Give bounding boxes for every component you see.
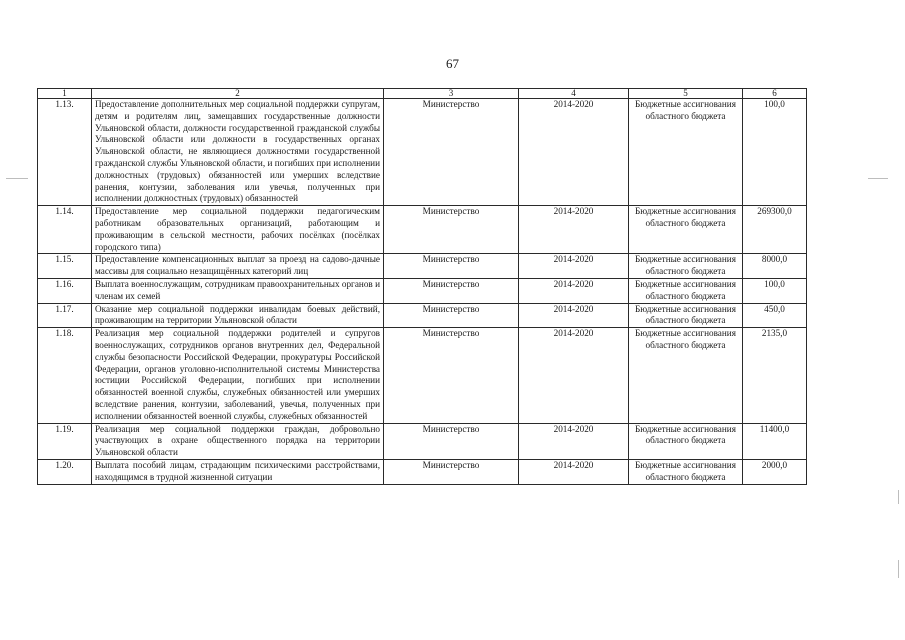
row-number: 1.17. [38, 303, 92, 328]
executor: Министерство [384, 99, 519, 206]
table-row [38, 423, 807, 459]
table-row [38, 303, 807, 328]
amount: 269300,0 [743, 206, 807, 254]
scan-mark-right-edge [898, 560, 899, 578]
years: 2014-2020 [519, 254, 629, 279]
amount: 2135,0 [743, 328, 807, 423]
column-number: 3 [384, 89, 519, 99]
row-number: 1.18. [38, 328, 92, 423]
amount: 2000,0 [743, 459, 807, 484]
table-row [38, 459, 807, 484]
measure-description: Выплата военнослужащим, сотрудникам правоохранительных органов и членам их семей [92, 278, 384, 303]
executor: Министерство [384, 254, 519, 279]
column-number: 4 [519, 89, 629, 99]
amount: 100,0 [743, 99, 807, 206]
amount: 11400,0 [743, 423, 807, 459]
funding-source: Бюджетные ассигнования областного бюджета [629, 254, 743, 279]
measure-description: Реализация мер социальной поддержки родителей и супругов военнослужащих, сотрудников органов внутренних дел, Федеральной службы безопасности Российской Федерации, прокуратуры Российской Федерации, органов уголовно-исполнительной системы Министерства юстиции Российской Федерации, погибших при исполнении обязанностей военной службы, служебных обязанностей или умерших вследствие ранения, контузии, заболеваний, увечья, полученных при исполнении обязанностей военной службы, служебных обязанностей [92, 328, 384, 423]
executor: Министерство [384, 303, 519, 328]
funding-source: Бюджетные ассигнования областного бюджета [629, 99, 743, 206]
years: 2014-2020 [519, 328, 629, 423]
table-row [38, 206, 807, 254]
executor: Министерство [384, 206, 519, 254]
table-row [38, 328, 807, 423]
amount: 450,0 [743, 303, 807, 328]
funding-source: Бюджетные ассигнования областного бюджета [629, 459, 743, 484]
row-number: 1.20. [38, 459, 92, 484]
measure-description: Реализация мер социальной поддержки граждан, добровольно участвующих в охране общественного порядка на территории Ульяновской области [92, 423, 384, 459]
table-row [38, 278, 807, 303]
funding-source: Бюджетные ассигнования областного бюджета [629, 278, 743, 303]
scan-mark-right [868, 178, 888, 179]
row-number: 1.19. [38, 423, 92, 459]
table-row [38, 254, 807, 279]
amount: 100,0 [743, 278, 807, 303]
executor: Министерство [384, 278, 519, 303]
column-number: 2 [92, 89, 384, 99]
program-table [37, 88, 807, 485]
row-number: 1.16. [38, 278, 92, 303]
amount: 8000,0 [743, 254, 807, 279]
executor: Министерство [384, 328, 519, 423]
measure-description: Выплата пособий лицам, страдающим психическими расстройствами, находящимся в трудной жизненной ситуации [92, 459, 384, 484]
scan-mark-left [6, 178, 28, 179]
column-number-row [38, 89, 807, 99]
table-row [38, 99, 807, 206]
years: 2014-2020 [519, 99, 629, 206]
funding-source: Бюджетные ассигнования областного бюджета [629, 206, 743, 254]
column-number: 1 [38, 89, 92, 99]
funding-source: Бюджетные ассигнования областного бюджета [629, 303, 743, 328]
measure-description: Оказание мер социальной поддержки инвалидам боевых действий, проживающим на территории Ульяновской области [92, 303, 384, 328]
years: 2014-2020 [519, 278, 629, 303]
column-number: 5 [629, 89, 743, 99]
measure-description: Предоставление компенсационных выплат за проезд на садово-дачные массивы для социально незащищённых категорий лиц [92, 254, 384, 279]
years: 2014-2020 [519, 206, 629, 254]
column-number: 6 [743, 89, 807, 99]
row-number: 1.14. [38, 206, 92, 254]
scan-mark-right-edge [898, 490, 899, 504]
executor: Министерство [384, 459, 519, 484]
page-number: 67 [446, 56, 459, 71]
row-number: 1.13. [38, 99, 92, 206]
executor: Министерство [384, 423, 519, 459]
measure-description: Предоставление мер социальной поддержки педагогическим работникам образовательных организаций, работающим и проживающим в сельской местности, рабочих посёлках (посёлках городского типа) [92, 206, 384, 254]
measure-description: Предоставление дополнительных мер социальной поддержки супругам, детям и родителям лиц, замещавших государственные должности Ульяновской области, должности государственной гражданской службы Ульяновской области или должности в государственных органах Ульяновской области, не являющиеся должностями государственной гражданской службы Ульяновской области, и погибших при исполнении должностных (трудовых) обязанностей или умерших вследствие ранения, контузии, заболевания или увечья, полученных при исполнении должностных (трудовых) обязанностей [92, 99, 384, 206]
funding-source: Бюджетные ассигнования областного бюджета [629, 328, 743, 423]
funding-source: Бюджетные ассигнования областного бюджета [629, 423, 743, 459]
years: 2014-2020 [519, 303, 629, 328]
years: 2014-2020 [519, 459, 629, 484]
row-number: 1.15. [38, 254, 92, 279]
years: 2014-2020 [519, 423, 629, 459]
